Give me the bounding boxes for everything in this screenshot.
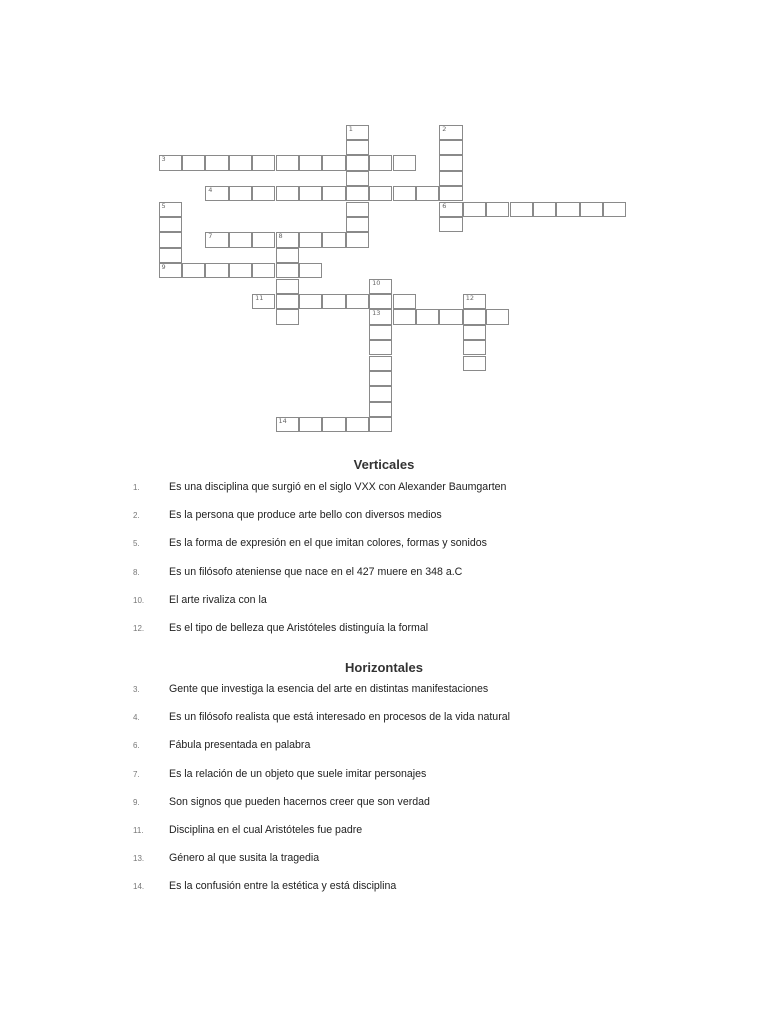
clue-number: 9 <box>161 263 166 272</box>
clue-item-text: Es la confusión entre la estética y está disciplina <box>169 880 397 893</box>
clue-item-text: Es la forma de expresión en el que imitan colores, formas y sonidos <box>169 537 487 550</box>
crossword-cell[interactable] <box>603 202 626 217</box>
clue-item-number: 4. <box>133 713 140 723</box>
crossword-grid <box>0 0 768 440</box>
crossword-cell[interactable] <box>205 155 228 170</box>
crossword-cell[interactable] <box>439 309 462 324</box>
crossword-cell[interactable] <box>346 232 369 247</box>
crossword-cell[interactable] <box>533 202 556 217</box>
crossword-cell[interactable] <box>393 294 416 309</box>
crossword-cell[interactable] <box>369 417 392 432</box>
crossword-cell[interactable] <box>299 186 322 201</box>
clue-item <box>0 880 768 896</box>
crossword-cell[interactable] <box>439 217 462 232</box>
clue-number: 8 <box>278 232 283 241</box>
clue-item-number: 6. <box>133 741 140 751</box>
clue-number: 10 <box>372 278 381 287</box>
crossword-cell[interactable] <box>229 155 252 170</box>
crossword-cell[interactable] <box>276 309 299 324</box>
crossword-cell[interactable] <box>182 263 205 278</box>
clue-number: 13 <box>372 309 381 318</box>
crossword-cell[interactable] <box>159 217 182 232</box>
crossword-cell[interactable] <box>369 386 392 401</box>
clue-number: 3 <box>161 155 166 164</box>
clue-item-number: 13. <box>133 854 145 864</box>
crossword-cell[interactable] <box>486 202 509 217</box>
crossword-cell[interactable] <box>322 294 345 309</box>
crossword-cell[interactable] <box>369 279 392 294</box>
crossword-cell[interactable] <box>159 232 182 247</box>
clue-item-number: 8. <box>133 567 140 577</box>
crossword-cell[interactable] <box>229 186 252 201</box>
crossword-cell[interactable] <box>369 371 392 386</box>
crossword-cell[interactable] <box>346 417 369 432</box>
clue-item-text: Es un filósofo ateniense que nace en el 427 muere en 348 a.C <box>169 565 463 578</box>
crossword-cell[interactable] <box>276 263 299 278</box>
clue-item-number: 9. <box>133 797 140 807</box>
crossword-cell[interactable] <box>159 263 182 278</box>
crossword-cell[interactable] <box>229 232 252 247</box>
crossword-cell[interactable] <box>346 125 369 140</box>
crossword-cell[interactable] <box>276 186 299 201</box>
crossword-cell[interactable] <box>276 155 299 170</box>
clue-item <box>0 852 768 868</box>
crossword-cell[interactable] <box>463 340 486 355</box>
crossword-cell[interactable] <box>463 294 486 309</box>
crossword-cell[interactable] <box>182 155 205 170</box>
crossword-cell[interactable] <box>369 402 392 417</box>
clue-number: 2 <box>442 124 447 133</box>
crossword-cell[interactable] <box>510 202 533 217</box>
clue-item-text: Es la persona que produce arte bello con diversos medios <box>169 509 442 522</box>
clue-item-number: 5. <box>133 539 140 549</box>
clue-item <box>0 768 768 784</box>
clue-item <box>0 594 768 610</box>
crossword-cell[interactable] <box>276 294 299 309</box>
crossword-cell[interactable] <box>463 325 486 340</box>
crossword-cell[interactable] <box>393 155 416 170</box>
crossword-cell[interactable] <box>416 186 439 201</box>
clue-item <box>0 481 768 497</box>
crossword-cell[interactable] <box>439 155 462 170</box>
crossword-cell[interactable] <box>580 202 603 217</box>
crossword-cell[interactable] <box>252 232 275 247</box>
clue-item-text: Es un filósofo realista que está interesado en procesos de la vida natural <box>169 711 510 724</box>
clue-item-text: Son signos que pueden hacernos creer que son verdad <box>169 795 430 808</box>
crossword-cell[interactable] <box>439 140 462 155</box>
crossword-cell[interactable] <box>299 263 322 278</box>
crossword-cell[interactable] <box>369 340 392 355</box>
crossword-cell[interactable] <box>346 186 369 201</box>
clue-item-number: 14. <box>133 882 145 892</box>
crossword-cell[interactable] <box>369 309 392 324</box>
clue-number: 14 <box>278 417 287 426</box>
crossword-cell[interactable] <box>299 155 322 170</box>
clue-number: 7 <box>208 232 213 241</box>
clue-item <box>0 711 768 727</box>
crossword-cell[interactable] <box>463 309 486 324</box>
clue-item-number: 1. <box>133 483 140 492</box>
crossword-cell[interactable] <box>369 356 392 371</box>
crossword-cell[interactable] <box>299 232 322 247</box>
clue-item <box>0 622 768 638</box>
clue-item <box>0 739 768 755</box>
crossword-cell[interactable] <box>276 417 299 432</box>
clue-item-text: Es la relación de un objeto que suele imitar personajes <box>169 767 427 780</box>
crossword-cell[interactable] <box>393 186 416 201</box>
crossword-cell[interactable] <box>346 217 369 232</box>
crossword-cell[interactable] <box>393 309 416 324</box>
crossword-cell[interactable] <box>463 202 486 217</box>
crossword-cell[interactable] <box>252 263 275 278</box>
crossword-cell[interactable] <box>276 248 299 263</box>
clue-item <box>0 509 768 525</box>
clue-item-number: 7. <box>133 769 140 779</box>
crossword-cell[interactable] <box>276 232 299 247</box>
clue-item-number: 10. <box>133 595 145 605</box>
crossword-cell[interactable] <box>416 309 439 324</box>
clue-item-number: 11. <box>133 826 144 835</box>
crossword-cell[interactable] <box>369 186 392 201</box>
crossword-cell[interactable] <box>205 232 228 247</box>
crossword-cell[interactable] <box>486 309 509 324</box>
crossword-cell[interactable] <box>159 202 182 217</box>
clue-item-text: Género al que susita la tragedia <box>169 852 320 865</box>
clue-item-text: Es una disciplina que surgió en el siglo VXX con Alexander Baumgarten <box>169 481 507 493</box>
clue-number: 6 <box>442 201 447 210</box>
crossword-cell[interactable] <box>346 202 369 217</box>
crossword-cell[interactable] <box>299 417 322 432</box>
crossword-cell[interactable] <box>229 263 252 278</box>
crossword-cell[interactable] <box>322 155 345 170</box>
clue-item <box>0 537 768 553</box>
clue-number: 1 <box>348 124 353 133</box>
crossword-cell[interactable] <box>439 125 462 140</box>
clue-item-number: 2. <box>133 511 140 521</box>
clue-item-text: Fábula presentada en palabra <box>169 739 311 752</box>
clue-item-text: Disciplina en el cual Aristóteles fue padre <box>169 824 363 836</box>
crossword-cell[interactable] <box>369 325 392 340</box>
clue-item <box>0 824 768 840</box>
crossword-cell[interactable] <box>322 186 345 201</box>
crossword-cell[interactable] <box>299 294 322 309</box>
clue-item-text: Es el tipo de belleza que Aristóteles distinguía la formal <box>169 622 429 634</box>
clue-item-number: 3. <box>133 685 140 694</box>
clue-item <box>0 683 768 699</box>
crossword-cell[interactable] <box>205 186 228 201</box>
crossword-cell[interactable] <box>159 155 182 170</box>
horizontales-title: Horizontales <box>344 660 423 675</box>
clue-number: 11 <box>255 293 264 302</box>
clue-item-text: El arte rivaliza con la <box>169 593 267 606</box>
clue-number: 5 <box>161 201 166 210</box>
crossword-cell[interactable] <box>439 186 462 201</box>
crossword-cell[interactable] <box>159 248 182 263</box>
crossword-cell[interactable] <box>369 155 392 170</box>
crossword-cell[interactable] <box>252 186 275 201</box>
crossword-cell[interactable] <box>439 202 462 217</box>
clue-item-text: Gente que investiga la esencia del arte en distintas manifestaciones <box>169 683 489 695</box>
clue-item-number: 12. <box>133 624 145 633</box>
verticales-title: Verticales <box>353 457 415 472</box>
crossword-cell[interactable] <box>346 294 369 309</box>
crossword-cell[interactable] <box>556 202 579 217</box>
crossword-cell[interactable] <box>439 171 462 186</box>
crossword-cell[interactable] <box>346 140 369 155</box>
clue-item <box>0 796 768 812</box>
crossword-cell[interactable] <box>346 171 369 186</box>
crossword-cell[interactable] <box>276 279 299 294</box>
clue-number: 4 <box>208 186 213 195</box>
clue-item <box>0 566 768 582</box>
crossword-cell[interactable] <box>252 155 275 170</box>
crossword-cell[interactable] <box>322 232 345 247</box>
crossword-cell[interactable] <box>322 417 345 432</box>
clue-number: 12 <box>465 293 474 302</box>
crossword-cell[interactable] <box>369 294 392 309</box>
crossword-cell[interactable] <box>205 263 228 278</box>
crossword-cell[interactable] <box>346 155 369 170</box>
crossword-cell[interactable] <box>252 294 275 309</box>
crossword-cell[interactable] <box>463 356 486 371</box>
